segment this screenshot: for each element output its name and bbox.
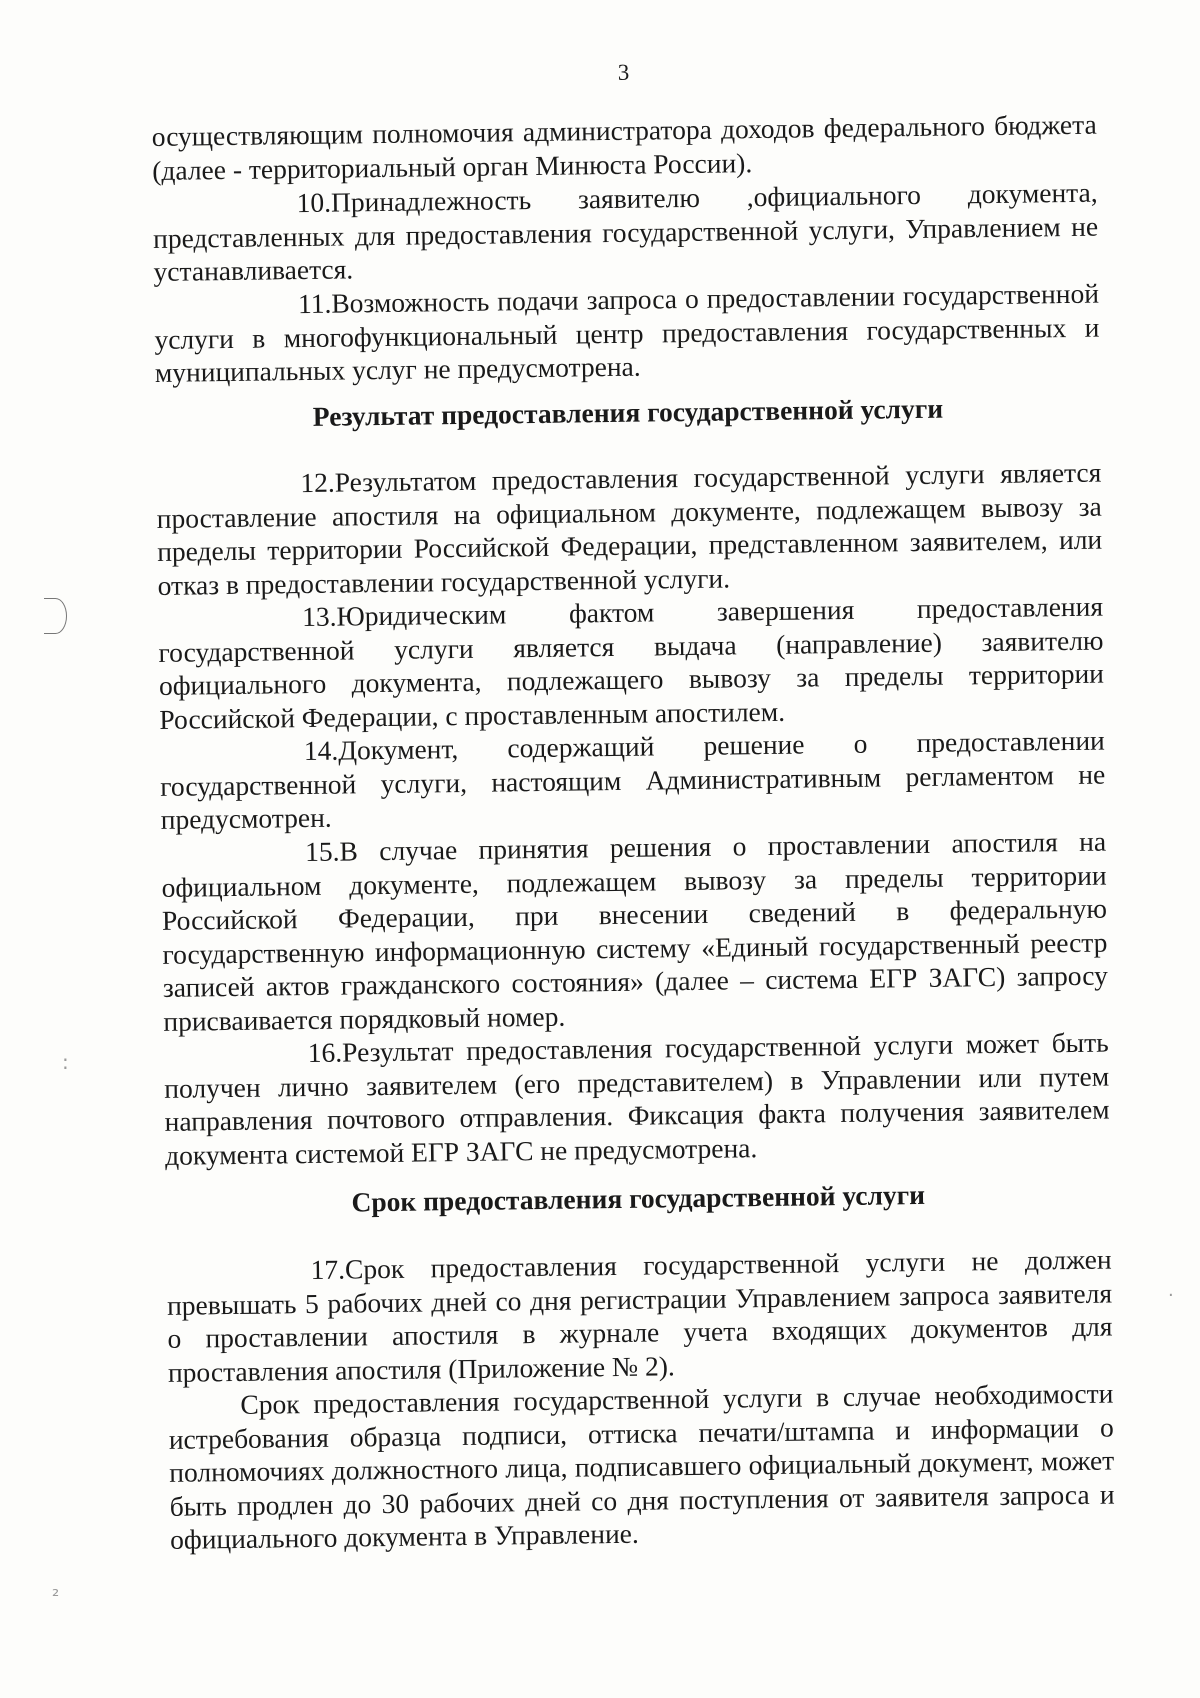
- paragraph-text: Возможность подачи запроса о предоставлении государственной услуги в многофункциональный центр предоставления государственных и муниципальных услуг не предусмотрена.: [154, 277, 1100, 388]
- paragraph-number: 11.: [297, 287, 332, 320]
- paragraph-10: [152, 176, 1098, 289]
- section-heading-term: Срок предоставления государственной услуги: [351, 1178, 926, 1218]
- paragraph-17: [166, 1243, 1113, 1389]
- scan-artifact-mark: :: [62, 1050, 69, 1074]
- paragraph-text: В случае принятия решения о проставлении апостиля на официальном документе, подлежащем вывозу за пределы территории Российской Федерации, при внесении сведений в федеральную государственную информационную систему «Единый государственный реестр записей актов гражданского состояния» (далее – система ЕГР ЗАГС) запросу присваивается порядковый номер.: [161, 825, 1109, 1037]
- paragraph-text: Результат предоставления государственной услуги может быть получен лично заявителем (его представителем) в Управлении или путем направления почтового отправления. Фиксация факта получения заявителем документа системой ЕГР ЗАГС не предусмотрена.: [164, 1026, 1110, 1171]
- section-heading-result: Результат предоставления государственной услуги: [312, 392, 944, 432]
- page-number: 3: [617, 59, 630, 85]
- paragraph-number: 10.: [296, 186, 332, 219]
- paragraph-text: Юридическим фактом завершения предоставления государственной услуги является выдача (направление) заявителю официального документа, подлежащего вывозу за пределы территории Российской Федерации, с проставленным апостилем.: [158, 590, 1105, 735]
- paragraph-16: [164, 1026, 1111, 1172]
- paragraph-text: Принадлежность заявителю ,официального документа, представленных для предоставления государственной услуги, Управлением не устанавливается.: [152, 176, 1099, 287]
- scan-artifact-mark: ₂: [52, 1580, 60, 1601]
- paragraph-number: 17.: [310, 1253, 346, 1286]
- paragraph-number: 16.: [307, 1036, 343, 1069]
- paragraph-text: Срок предоставления государственной услуги не должен превышать 5 рабочих дней со дня регистрации Управлением запроса заявителя о проставлении апостиля в журнале учета входящих документов для проставления апостиля (Приложение № 2).: [166, 1243, 1113, 1388]
- paragraph-number: 12.: [300, 466, 335, 499]
- paragraph-number: 15.: [304, 835, 340, 868]
- paragraph-12: [156, 456, 1103, 602]
- paragraph-number: 13.: [301, 600, 337, 633]
- paragraph-text: Документ, содержащий решение о предоставлении государственной услуги, настоящим Административным регламентом не предусмотрен.: [160, 724, 1106, 835]
- paragraph-number: 14.: [303, 734, 339, 767]
- scan-artifact-mark: ·: [1168, 1285, 1174, 1306]
- paragraph-11: [154, 277, 1100, 390]
- paragraph-15: [161, 825, 1109, 1038]
- paragraph-13: [158, 590, 1105, 736]
- paragraph-14: [160, 724, 1106, 837]
- scan-artifact-bracket: [44, 598, 67, 634]
- paragraph-term-extension: Срок предоставления государственной услуги в случае необходимости истребования образца подписи, оттиска печати/штампа и информации о полномочиях должностного лица, подписавшего официальный документ, может быть продлен до 30 рабочих дней со дня поступления от заявителя запроса и официального документа в Управление.: [168, 1377, 1115, 1555]
- paragraph-text: Результатом предоставления государственной услуги является проставление апостиля на официальном документе, подлежащем вывозу за пределы территории Российской Федерации, представленном заявителем, или отказ в предоставлении государственной услуги.: [156, 456, 1103, 601]
- continuation-paragraph: осуществляющим полномочия администратора доходов федерального бюджета (далее - территориальный орган Минюста России).: [151, 108, 1097, 186]
